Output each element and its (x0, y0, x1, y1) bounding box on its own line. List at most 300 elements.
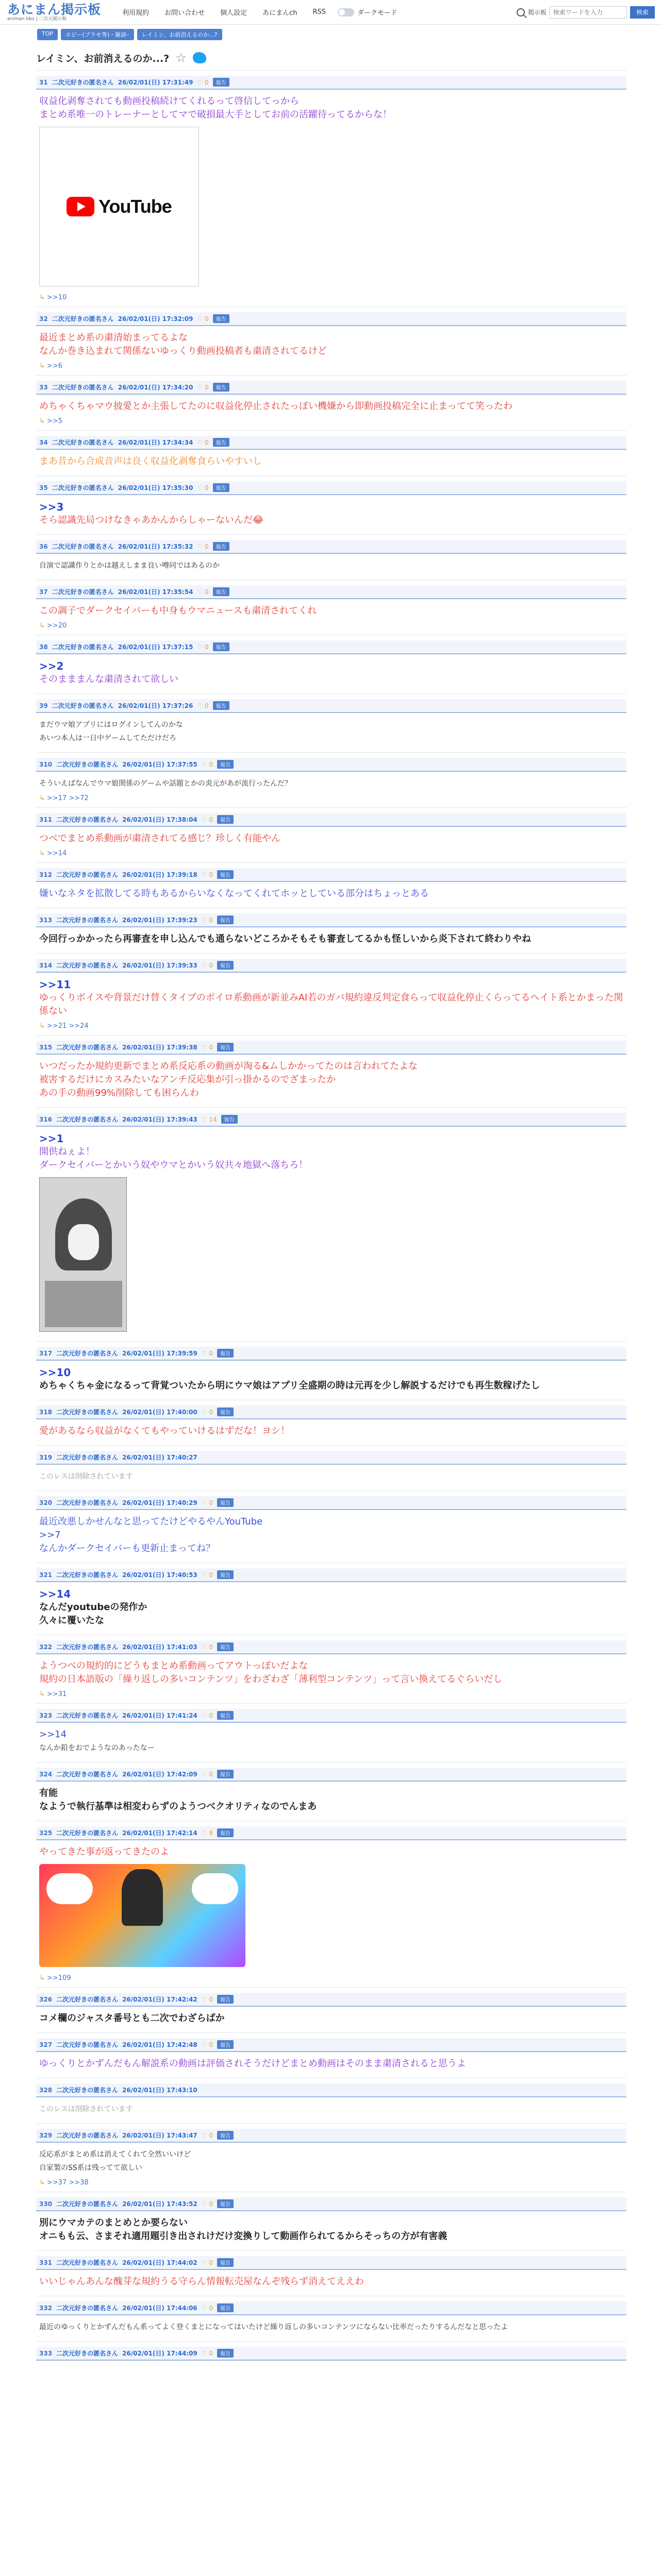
good-count[interactable] (202, 1643, 213, 1651)
breadcrumb-top[interactable]: TOP (37, 29, 58, 40)
reply-arrow-icon: ↳ (39, 362, 45, 370)
post-text: めちゃくちゃ金になるって背覚ついたから明にウマ娘はアプリ全盛期の時は元再を少し解説するだけでも再生数稼げたし (39, 1380, 540, 1391)
poster-name: 二次元好きの匿名さん (56, 1771, 119, 1778)
post-text: あいつ本人は一日中ゲームしてただけだろ (39, 734, 176, 742)
post-number[interactable]: 321 (39, 1571, 53, 1579)
poster-name: 二次元好きの匿名さん (56, 1409, 119, 1416)
post-number[interactable]: 36 (39, 543, 48, 550)
post-number[interactable]: 38 (39, 643, 48, 651)
post-body (36, 1654, 626, 1688)
thumbs-up-icon: ♡ (201, 760, 209, 768)
good-count[interactable] (202, 2259, 213, 2266)
good-count[interactable] (202, 917, 213, 924)
post-list (36, 70, 626, 2373)
post-body (36, 1419, 626, 1440)
post-text: まだウマ娘アプリにはログインしてんのかな (39, 721, 183, 729)
reply-anchor[interactable]: >>2 (39, 660, 64, 672)
post-number[interactable]: 320 (39, 1499, 53, 1506)
reply-links[interactable] (36, 1688, 626, 1698)
reply-anchor[interactable]: >>3 (39, 501, 64, 513)
good-number: 0 (205, 588, 209, 596)
good-count[interactable] (202, 1350, 213, 1357)
post-text: ダークセイバーとかいう奴やウマとかいう奴共々地獄へ落ちろ！ (39, 1160, 308, 1171)
report-button[interactable]: 報告 (217, 1995, 234, 2004)
good-count[interactable] (202, 1571, 213, 1579)
post-date: 26/02/01(日) 17:43:47 (122, 2132, 197, 2139)
reply-link-text[interactable]: >>37 >>38 (46, 2179, 89, 2187)
thumbs-up-icon: ♡ (201, 1499, 209, 1506)
report-button[interactable]: 報告 (217, 1043, 234, 1052)
post-header (36, 1347, 626, 1361)
reply-links[interactable] (36, 2177, 626, 2187)
reply-link-text[interactable]: >>10 (46, 294, 67, 301)
good-count[interactable] (202, 1829, 213, 1837)
post-text: ゆっくりとかずんだもん解説系の動画は評価されそうだけどまとめ動画はそのまま粛清されると思うよ (39, 2058, 466, 2069)
good-number: 8 (209, 1829, 213, 1837)
post-body (36, 2007, 626, 2027)
report-button[interactable]: 報告 (217, 961, 234, 970)
good-count[interactable] (202, 2304, 213, 2312)
poster-name: 二次元好きの匿名さん (56, 1499, 119, 1506)
post-body (36, 1723, 626, 1757)
post-number[interactable]: 310 (39, 760, 53, 768)
good-number: 0 (209, 2259, 213, 2266)
star-icon[interactable]: ☆ (175, 50, 187, 65)
post-header (36, 1041, 626, 1055)
good-number: 0 (209, 1711, 213, 1719)
post-header (36, 640, 626, 654)
reply-link-text[interactable]: >>14 (46, 850, 67, 857)
good-number: 0 (209, 1043, 213, 1051)
post (36, 2123, 626, 2192)
post-header (36, 959, 626, 973)
reply-anchor[interactable]: >>11 (39, 978, 71, 991)
report-button[interactable]: 報告 (213, 483, 229, 492)
reply-links[interactable] (36, 1972, 626, 1982)
poster-name: 二次元好きの匿名さん (52, 384, 114, 391)
poster-name: 二次元好きの匿名さん (56, 1643, 119, 1651)
reply-links[interactable] (36, 360, 626, 370)
post-number[interactable]: 318 (39, 1408, 53, 1416)
post-text: つべでまとめ系動画が粛清されてる感じ？珍しく有能やん (39, 833, 280, 844)
post-header (36, 1709, 626, 1723)
reply-links[interactable] (36, 1020, 626, 1030)
post-text: 久々に覆いたな (39, 1615, 104, 1626)
post (36, 1703, 626, 1762)
post-header (36, 813, 626, 827)
post-text: 自家製のSS系は残ってて欲しい (39, 2164, 142, 2172)
post-text: オニもも云、さまそれ適用題引き出されけだけ変換りして動画作られてるからそっちの方が有害義 (39, 2231, 448, 2242)
post (36, 1635, 626, 1703)
post-date: 26/02/01(日) 17:35:32 (118, 543, 193, 550)
good-count[interactable] (197, 484, 208, 492)
search-button[interactable]: 検索 (630, 6, 655, 19)
nav-terms[interactable]: 利用規約 (122, 9, 150, 17)
post-body (36, 827, 626, 848)
post (36, 1821, 626, 1987)
post-number[interactable]: 330 (39, 2200, 53, 2208)
report-button[interactable]: 報告 (217, 1642, 234, 1651)
good-count[interactable] (197, 702, 208, 709)
youtube-play-icon (67, 197, 94, 216)
logo-text[interactable]: あにまん掲示板 (7, 2, 102, 17)
report-button[interactable]: 報告 (217, 2258, 234, 2267)
post-text: 愛があるなら収益がなくてもやっていけるはずだな！ヨシ！ (39, 1426, 290, 1436)
report-button[interactable]: 報告 (213, 78, 229, 87)
post-number[interactable]: 34 (39, 438, 48, 446)
post-text: そういえばなんでウマ娘関係のゲームや話題とかの炎元があが流行ったんだ？ (39, 779, 292, 788)
good-count[interactable] (202, 1116, 217, 1123)
post (36, 752, 626, 807)
reply-links[interactable] (36, 415, 626, 425)
dark-mode-toggle[interactable] (338, 7, 397, 17)
post-date: 26/02/01(日) 17:42:42 (122, 1996, 197, 2003)
post-number[interactable]: 314 (39, 961, 53, 969)
good-count[interactable] (202, 2132, 213, 2139)
good-count[interactable] (202, 2200, 213, 2208)
post-text: いいじゃんあんな醜芽な規約うる守らん情報転売屋なんぞ残らず消えてええわ (39, 2276, 364, 2287)
breadcrumb-thread[interactable]: レイミン、お前消えるのか...? (137, 29, 222, 40)
post-date: 26/02/01(日) 17:43:10 (122, 2087, 197, 2094)
post-text: ゆっくりボイスや背景だけ替くタイプのボイロ系動画が新並みAI若のガバ規約違反判定食らって収益化停止くらってるヘイト系とかまった関係ない (39, 992, 623, 1016)
post-text: 嫌いなネタを拡散してる時もあるからいなくなってくれてホッとしている部分はちょっとある (39, 888, 429, 899)
youtube-wordmark: YouTube (98, 196, 172, 217)
post-header (36, 2129, 626, 2143)
post-number[interactable]: 331 (39, 2259, 53, 2266)
good-count[interactable] (202, 962, 213, 969)
report-button[interactable]: 報告 (213, 642, 229, 651)
report-button[interactable]: 報告 (217, 1828, 234, 1837)
reply-arrow-icon: ↳ (39, 294, 45, 301)
poster-name: 二次元好きの匿名さん (52, 484, 114, 492)
poster-name: 二次元好きの匿名さん (56, 1829, 119, 1837)
reply-link-text[interactable]: >>17 >>72 (46, 794, 89, 802)
post-number[interactable]: 312 (39, 871, 53, 878)
logo-subtitle: animan bbs | 二次元掲示板 (7, 16, 67, 22)
post-header (36, 2347, 626, 2361)
poster-name: 二次元好きの匿名さん (56, 2087, 119, 2094)
report-button[interactable]: 報告 (221, 1115, 238, 1124)
thumbs-up-icon: ♡ (201, 1643, 209, 1651)
poster-name: 二次元好きの匿名さん (52, 702, 114, 709)
post-body (36, 2315, 626, 2336)
post-text: いつだったか規約更新でまとめ系反応系の動画が淘る&ムしかかってたのは言われてたよな (39, 1061, 418, 1072)
nav-animanch[interactable]: あにまんch (262, 9, 297, 17)
post-number[interactable]: 324 (39, 1770, 53, 1778)
good-number: 0 (209, 1643, 213, 1651)
report-button[interactable]: 報告 (217, 2040, 234, 2049)
post-body (36, 2143, 626, 2177)
report-button[interactable]: 報告 (213, 438, 229, 447)
post-date: 26/02/01(日) 17:44:06 (122, 2304, 197, 2312)
poster-name: 二次元好きの匿名さん (52, 439, 114, 446)
good-count[interactable] (197, 79, 208, 86)
illustration-image[interactable] (39, 1864, 245, 1967)
good-number: 14 (209, 1115, 217, 1123)
good-number: 0 (205, 702, 209, 709)
reply-link-text[interactable]: >>109 (46, 1974, 71, 1982)
post-number[interactable]: 323 (39, 1711, 53, 1719)
post-text: 今回行っかかったら再審査を申し込んでも通らないどころかそもそも審査してるかも怪しいから炎下されて終わりやね (39, 934, 531, 944)
post-text: このレスは削除されています (39, 2105, 133, 2113)
post-date: 26/02/01(日) 17:37:55 (122, 761, 197, 768)
post-header (36, 1113, 626, 1127)
post-body (36, 882, 626, 903)
good-number: 0 (205, 78, 209, 86)
reply-link-text[interactable]: >>20 (46, 622, 67, 630)
post-text: そら認識先局つけなきゃあかんからしゃーないんだ😂 (39, 515, 264, 526)
thumbs-up-icon: ♡ (197, 315, 205, 323)
thumbs-up-icon: ♡ (201, 2349, 209, 2357)
post-number[interactable]: 327 (39, 2041, 53, 2048)
poster-name: 二次元好きの匿名さん (56, 761, 119, 768)
post-text: なんか巻き込まれて関係ないゆっくり動画投稿者も粛清されてるけど (39, 346, 327, 357)
good-count[interactable] (197, 439, 208, 446)
reply-links[interactable] (36, 292, 626, 301)
thumbs-up-icon: ♡ (197, 702, 205, 709)
post-date: 26/02/01(日) 17:42:48 (122, 2041, 197, 2048)
post-date: 26/02/01(日) 17:32:09 (118, 315, 193, 323)
post-number[interactable]: 332 (39, 2304, 53, 2312)
post-number[interactable]: 33 (39, 383, 48, 391)
post-date: 26/02/01(日) 17:39:18 (122, 871, 197, 878)
good-number: 0 (205, 643, 209, 651)
post-number[interactable]: 39 (39, 702, 48, 709)
good-number: 0 (209, 760, 213, 768)
report-button[interactable]: 報告 (217, 815, 234, 824)
post-number[interactable]: 35 (39, 484, 48, 492)
poster-name: 二次元好きの匿名さん (56, 816, 119, 823)
thumbs-up-icon: ♡ (201, 871, 209, 878)
post-text: あの手の動画99%削除しても困らんわ (39, 1088, 200, 1098)
report-button[interactable]: 報告 (217, 870, 234, 879)
thumbs-up-icon: ♡ (201, 1829, 209, 1837)
post-number[interactable]: 316 (39, 1115, 53, 1123)
good-count[interactable] (197, 315, 208, 323)
good-count[interactable] (197, 643, 208, 651)
post-header (36, 2083, 626, 2097)
thumbs-up-icon: ♡ (201, 2304, 209, 2312)
post-number[interactable]: 311 (39, 816, 53, 823)
good-number: 0 (209, 871, 213, 878)
post-text: 最近のゆっくりとかずんだもん系ってよく登くまとになってはいたけど繰り返しの多いコンテンツにならない比率だったりするんだなと思ったよ (39, 2323, 508, 2331)
twitter-bird-icon[interactable] (193, 52, 206, 63)
poster-name: 二次元好きの匿名さん (56, 871, 119, 878)
report-button[interactable]: 報告 (217, 1349, 234, 1358)
post-number[interactable]: 325 (39, 1829, 53, 1837)
good-count[interactable] (202, 1771, 213, 1778)
post-body (36, 1465, 626, 1485)
post-number[interactable]: 37 (39, 588, 48, 596)
thumbs-up-icon: ♡ (201, 1770, 209, 1778)
reply-links[interactable] (36, 620, 626, 630)
reply-link-text[interactable]: >>5 (46, 417, 62, 425)
report-button[interactable]: 報告 (213, 314, 229, 323)
reply-links[interactable] (36, 848, 626, 857)
illustration-character (122, 1869, 163, 1926)
good-number: 0 (205, 383, 209, 391)
good-count[interactable] (202, 761, 213, 768)
report-button[interactable]: 報告 (217, 2349, 234, 2358)
good-number: 0 (205, 315, 209, 323)
reply-link-text[interactable]: >>6 (46, 362, 62, 370)
good-count[interactable] (202, 1409, 213, 1416)
post-header (36, 1568, 626, 1582)
post-text: まあ昔から合成音声は良く収益化剥奪食らいやすいし (39, 456, 262, 467)
thumbs-up-icon: ♡ (201, 1711, 209, 1719)
post-date: 26/02/01(日) 17:39:59 (122, 1350, 197, 1357)
post-header (36, 436, 626, 450)
reply-link-text[interactable]: >>21 >>24 (46, 1022, 89, 1030)
post-text: ようつべの規約的にどうもまとめ系動画ってアウトっぽいだよな (39, 1660, 308, 1671)
post (36, 2078, 626, 2123)
post (36, 430, 626, 476)
post-number[interactable]: 313 (39, 916, 53, 924)
good-count[interactable] (202, 871, 213, 878)
post-body (36, 2052, 626, 2073)
good-count[interactable] (202, 816, 213, 823)
good-number: 0 (209, 1499, 213, 1506)
reply-arrow-icon: ↳ (39, 1690, 45, 1698)
post-number[interactable]: 326 (39, 1995, 53, 2003)
post (36, 807, 626, 862)
post-number[interactable]: 32 (39, 315, 48, 323)
good-count[interactable] (202, 2041, 213, 2048)
good-count[interactable] (202, 1712, 213, 1719)
post-date: 26/02/01(日) 17:40:29 (122, 1499, 197, 1506)
good-number: 0 (209, 1995, 213, 2003)
post-header (36, 758, 626, 772)
reply-arrow-icon: ↳ (39, 1974, 45, 1982)
post-body (36, 2361, 626, 2368)
post-text: 有能 (39, 1788, 58, 1799)
toggle-switch[interactable] (338, 8, 354, 16)
reply-links[interactable] (36, 792, 626, 802)
report-button[interactable]: 報告 (217, 760, 234, 769)
post-number[interactable]: 329 (39, 2131, 53, 2139)
post-text: やってきた事が返ってきたのよ (39, 1846, 169, 1857)
post-date: 26/02/01(日) 17:37:15 (118, 643, 193, 651)
post-body (36, 90, 626, 292)
post-header (36, 2301, 626, 2315)
thumbs-up-icon: ♡ (201, 2041, 209, 2048)
good-count[interactable] (197, 588, 208, 596)
post-number[interactable]: 328 (39, 2086, 53, 2094)
post-date: 26/02/01(日) 17:41:24 (122, 1712, 197, 1719)
post (36, 693, 626, 752)
post-body (36, 654, 626, 688)
post-number[interactable]: 322 (39, 1643, 53, 1651)
search-input[interactable] (550, 6, 627, 19)
post (36, 307, 626, 375)
report-button[interactable]: 報告 (217, 2131, 234, 2140)
good-count[interactable] (202, 1996, 213, 2003)
report-button[interactable]: 報告 (217, 2199, 234, 2208)
post-number[interactable]: 317 (39, 1349, 53, 1357)
post-number[interactable]: 31 (39, 78, 48, 86)
good-number: 0 (209, 1408, 213, 1416)
post-header (36, 2256, 626, 2270)
reply-arrow-icon: ↳ (39, 850, 45, 857)
thumbs-up-icon: ♡ (197, 543, 205, 550)
report-button[interactable]: 報告 (217, 1408, 234, 1416)
post-body (36, 772, 626, 792)
report-button[interactable]: 報告 (213, 701, 229, 710)
poster-name: 二次元好きの匿名さん (56, 2132, 119, 2139)
report-button[interactable]: 報告 (213, 587, 229, 596)
post-body (36, 973, 626, 1020)
post-date: 26/02/01(日) 17:43:52 (122, 2200, 197, 2208)
report-button[interactable]: 報告 (217, 1570, 234, 1579)
poster-name: 二次元好きの匿名さん (56, 1116, 119, 1123)
good-count[interactable] (202, 1499, 213, 1506)
post-number[interactable]: 319 (39, 1453, 53, 1461)
post-header (36, 2197, 626, 2211)
good-number: 0 (209, 1770, 213, 1778)
post-date: 26/02/01(日) 17:35:30 (118, 484, 193, 492)
post-body (36, 1782, 626, 1816)
post-body (36, 927, 626, 948)
nav-contact[interactable]: お問い合わせ (164, 9, 205, 17)
reply-anchor[interactable]: >>14 (39, 1588, 71, 1600)
manga-image[interactable] (39, 1177, 127, 1332)
post (36, 1107, 626, 1341)
post-body (36, 1582, 626, 1630)
poster-name: 二次元好きの匿名さん (56, 917, 119, 924)
post-date: 26/02/01(日) 17:42:14 (122, 1829, 197, 1837)
good-count[interactable] (197, 543, 208, 550)
nav-rss[interactable]: RSS (312, 8, 326, 16)
site-logo[interactable] (7, 3, 101, 22)
post (36, 476, 626, 534)
good-count[interactable] (202, 2350, 213, 2357)
post-text: >>7 (39, 1530, 61, 1540)
report-button[interactable]: 報告 (213, 542, 229, 551)
post-number[interactable]: 333 (39, 2349, 53, 2357)
thumbs-up-icon: ♡ (197, 78, 205, 86)
good-number: 0 (209, 1571, 213, 1579)
post-date: 26/02/01(日) 17:39:43 (122, 1116, 197, 1123)
report-button[interactable]: 報告 (217, 2303, 234, 2312)
post-header (36, 481, 626, 495)
reply-anchor[interactable]: >>1 (39, 1132, 64, 1145)
poster-name: 二次元好きの匿名さん (56, 2041, 119, 2048)
reply-arrow-icon: ↳ (39, 794, 45, 802)
post-body (36, 450, 626, 470)
report-button[interactable]: 報告 (217, 1498, 234, 1507)
report-button[interactable]: 報告 (217, 1770, 234, 1778)
good-count[interactable] (197, 384, 208, 391)
post-date: 26/02/01(日) 17:37:26 (118, 702, 193, 709)
reply-link-text[interactable]: >>31 (46, 1690, 67, 1698)
report-button[interactable]: 報告 (217, 1711, 234, 1720)
breadcrumb-board[interactable]: ホビー(プラモ等)・雑談ｰ (61, 29, 134, 40)
good-number: 0 (209, 1349, 213, 1357)
nav-settings[interactable]: 個人設定 (220, 9, 247, 17)
report-button[interactable]: 報告 (213, 383, 229, 392)
poster-name: 二次元好きの匿名さん (56, 962, 119, 969)
youtube-thumbnail[interactable] (39, 127, 199, 286)
post (36, 1762, 626, 1821)
reply-anchor[interactable]: >>10 (39, 1366, 71, 1379)
report-button[interactable]: 報告 (217, 916, 234, 924)
post-number[interactable]: 315 (39, 1043, 53, 1051)
post-text: コメ欄のジャスタ番号とも二次でわざらばか (39, 2013, 225, 2024)
search-scope-select[interactable]: 掲示板 (527, 9, 547, 16)
good-count[interactable] (202, 1044, 213, 1051)
post-body (36, 495, 626, 529)
poster-name: 二次元好きの匿名さん (56, 2304, 119, 2312)
